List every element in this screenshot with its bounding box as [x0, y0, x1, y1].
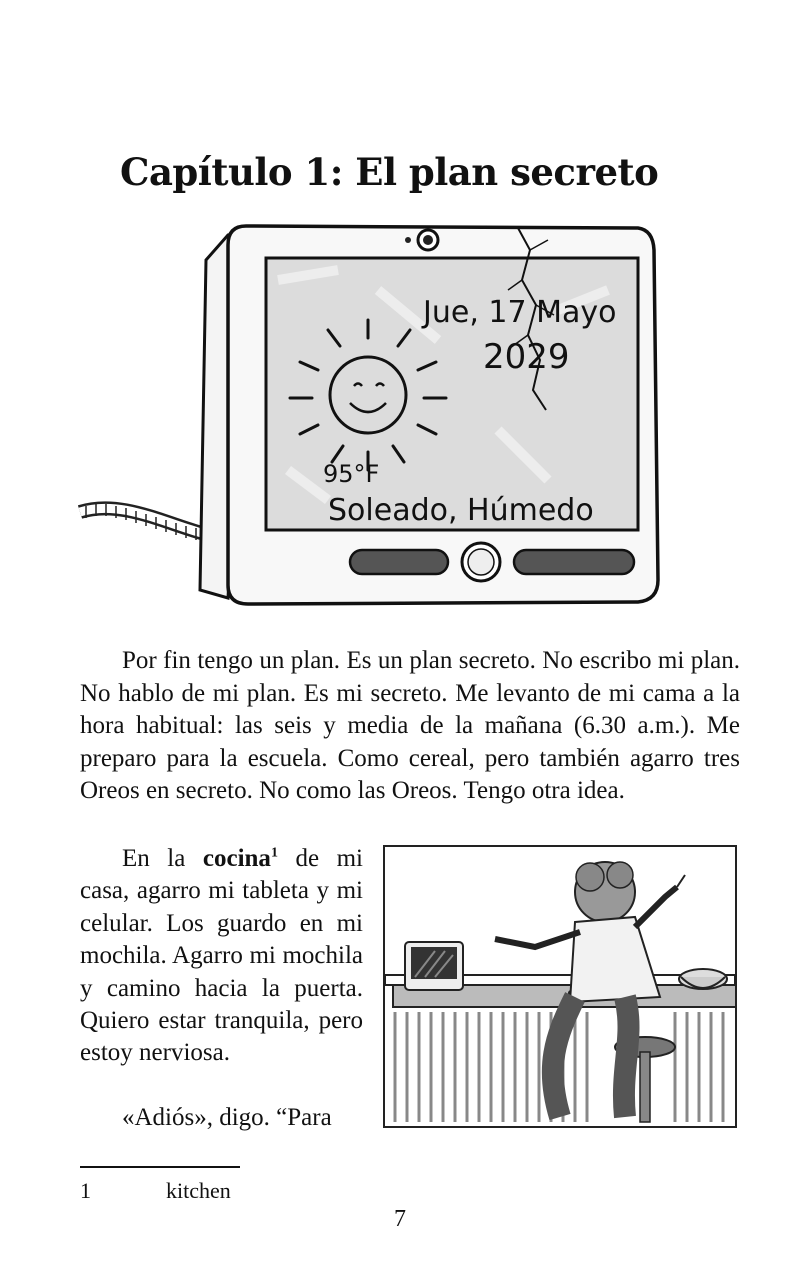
- device-weather: Soleado, Húmedo: [328, 493, 594, 528]
- device-date-line1: Jue, 17 Mayo: [423, 295, 617, 330]
- paragraph-2: En la cocina$^1$ de mi casa, agarro mi tableta y mi celular. Los guardo en mi mochila. Agarro mi mochila y camino hacia la puerta. Quiero estar tranquila, pero estoy nerviosa.: [80, 845, 363, 1067]
- page-number: 7: [394, 1206, 406, 1232]
- footnote-number: 1: [80, 1178, 91, 1203]
- footnote-divider: [80, 1166, 240, 1168]
- glossary-word: cocina: [202, 845, 271, 872]
- chapter-title: Capítulo 1: El plan secreto: [120, 150, 659, 194]
- paragraph-3: «Adiós», digo. “Para: [122, 1104, 332, 1131]
- device-temperature: 95°F: [323, 460, 380, 488]
- device-date-line2: 2029: [483, 337, 570, 377]
- paragraph-1: Por fin tengo un plan. Es un plan secreto. No escribo mi plan. No hablo de mi plan. Es mi secreto. Me levanto de mi cama a la hora habitual: las seis y media de la mañana (6.30 a.m.). Me preparo para la escuela. Como cereal, pero también agarro tres Oreos en secreto. No como las Oreos. Tengo otra idea.: [80, 647, 740, 804]
- smart-display-illustration: [78, 220, 668, 610]
- footnote-mark: 1: [270, 845, 278, 861]
- footnote-text: kitchen: [166, 1178, 231, 1203]
- kitchen-illustration: [383, 845, 737, 1128]
